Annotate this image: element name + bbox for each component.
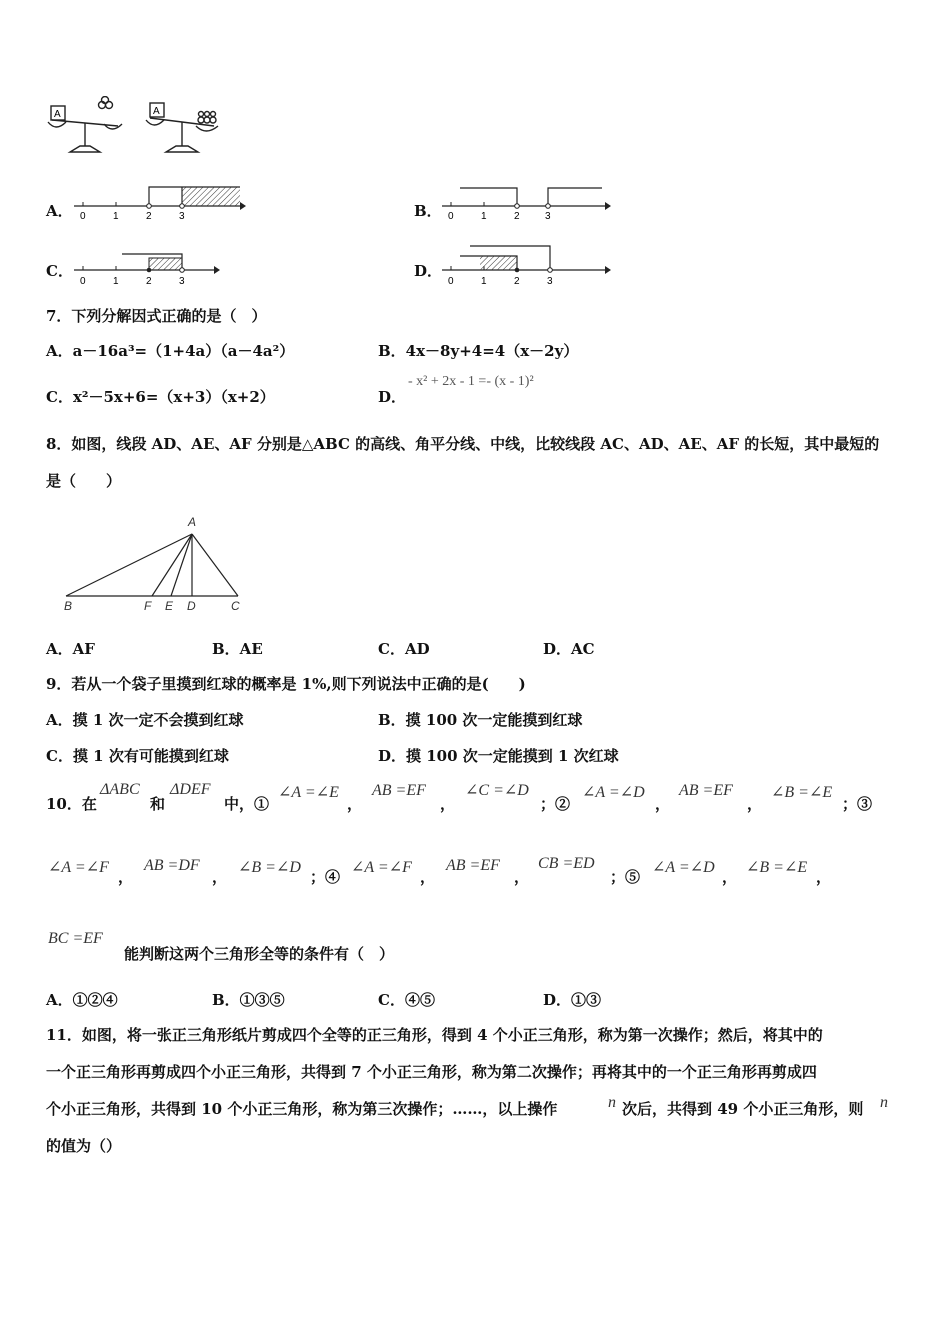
q7-option-b[interactable]: B．4x－8y+4=4（x－2y） bbox=[378, 342, 579, 360]
label-f: F bbox=[144, 599, 152, 613]
balance-scales-figure bbox=[44, 96, 224, 158]
q11-line2: 一个正三角形再剪成四个小正三角形，共得到 7 个小正三角形，称为第二次操作；再将其中的一个正三角形再剪成四 bbox=[46, 1063, 817, 1081]
tick-1: 1 bbox=[481, 276, 487, 287]
q10-triangle-def: ΔDEF bbox=[170, 781, 211, 798]
q10-tail: 能判断这两个三角形全等的条件有（ ） bbox=[124, 945, 395, 963]
q10-comma: ， bbox=[816, 868, 832, 886]
q10-triangle-abc: ΔABC bbox=[100, 781, 140, 798]
q7-option-a[interactable]: A．a－16a³=（1+4a）（a－4a²） bbox=[46, 342, 295, 360]
q10-sep4: ；④ bbox=[310, 868, 341, 886]
q10-c1b: AB =EF bbox=[372, 782, 426, 799]
q6-option-a-letter[interactable]: A． bbox=[46, 202, 73, 220]
q9-option-b[interactable]: B．摸 100 次一定能摸到红球 bbox=[378, 711, 583, 729]
q10-option-a[interactable]: A．①②④ bbox=[46, 991, 118, 1009]
q6-option-a-number-line[interactable] bbox=[72, 182, 252, 222]
q11-n-1: n bbox=[608, 1094, 616, 1111]
label-a: A bbox=[188, 515, 197, 529]
tick-3: 3 bbox=[547, 276, 553, 287]
label-e: E bbox=[165, 599, 174, 613]
q10-comma: ， bbox=[118, 868, 134, 886]
q10-c5a: ∠A =∠D bbox=[652, 859, 715, 876]
q10-c1a: ∠A =∠E bbox=[278, 784, 339, 801]
tick-2: 2 bbox=[146, 276, 152, 287]
tick-0: 0 bbox=[448, 211, 454, 222]
tick-2: 2 bbox=[514, 276, 520, 287]
q10-c3b: AB =DF bbox=[144, 857, 200, 874]
q6-option-b-number-line[interactable] bbox=[440, 182, 620, 222]
q10-c5b: ∠B =∠E bbox=[746, 859, 808, 876]
q10-c4a: ∠A =∠F bbox=[351, 859, 412, 876]
tick-1: 1 bbox=[113, 276, 119, 287]
q10-comma: ， bbox=[722, 868, 738, 886]
q6-option-b-letter[interactable]: B． bbox=[414, 202, 442, 220]
q9-option-c[interactable]: C．摸 1 次有可能摸到红球 bbox=[46, 747, 229, 765]
q10-c2c: ∠B =∠E bbox=[771, 784, 833, 801]
q11-line4: 的值为（） bbox=[46, 1137, 122, 1155]
q10-and: 和 bbox=[150, 795, 166, 813]
q11-n-2: n bbox=[880, 1094, 888, 1111]
balance-scale-left bbox=[48, 97, 122, 153]
tick-2: 2 bbox=[514, 211, 520, 222]
q10-sep5: ；⑤ bbox=[610, 868, 641, 886]
q10-comma: ， bbox=[514, 868, 530, 886]
q6-option-c-number-line[interactable] bbox=[72, 248, 232, 288]
q10-c3c: ∠B =∠D bbox=[238, 859, 301, 876]
q10-comma: ， bbox=[420, 868, 436, 886]
q10-sep2: ；② bbox=[540, 795, 571, 813]
tick-1: 1 bbox=[481, 211, 487, 222]
tick-1: 1 bbox=[113, 211, 119, 222]
q6-option-d-letter[interactable]: D． bbox=[414, 262, 443, 280]
side-ab bbox=[66, 534, 192, 596]
tick-3: 3 bbox=[179, 211, 185, 222]
q10-c1c: ∠C =∠D bbox=[465, 782, 529, 799]
q10-c2a: ∠A =∠D bbox=[582, 784, 645, 801]
q9-option-d[interactable]: D．摸 100 次一定能摸到 1 次红球 bbox=[378, 747, 619, 765]
label-b: B bbox=[64, 599, 73, 613]
tick-3: 3 bbox=[179, 276, 185, 287]
q10-c5c: BC =EF bbox=[48, 930, 103, 947]
tick-0: 0 bbox=[80, 211, 86, 222]
q8-option-a[interactable]: A．AF bbox=[46, 640, 95, 658]
q10-c3a: ∠A =∠F bbox=[48, 859, 109, 876]
q8-stem-line2: 是（ ） bbox=[46, 472, 122, 490]
tick-2: 2 bbox=[146, 211, 152, 222]
q8-triangle-figure bbox=[58, 512, 258, 614]
q11-line3b: 次后，共得到 49 个小正三角形，则 bbox=[622, 1100, 864, 1118]
q10-option-c[interactable]: C．④⑤ bbox=[378, 991, 435, 1009]
tick-0: 0 bbox=[448, 276, 454, 287]
side-ac bbox=[192, 534, 238, 596]
q7-option-d-letter[interactable]: D． bbox=[378, 388, 407, 406]
q7-option-c[interactable]: C．x²－5x+6=（x+3）（x+2） bbox=[46, 388, 275, 406]
balance-right-label: A bbox=[153, 106, 160, 117]
q10-number: 10．在 bbox=[46, 795, 97, 813]
q10-sep3: ；③ bbox=[842, 795, 873, 813]
q7-option-d-math: - x² + 2x - 1 =- (x - 1)² bbox=[408, 374, 534, 389]
q10-option-b[interactable]: B．①③⑤ bbox=[212, 991, 285, 1009]
q10-comma: ， bbox=[655, 795, 671, 813]
q6-option-c-letter[interactable]: C． bbox=[46, 262, 73, 280]
q8-option-c[interactable]: C．AD bbox=[378, 640, 430, 658]
q10-comma: ， bbox=[440, 795, 456, 813]
q10-comma: ， bbox=[347, 795, 363, 813]
q10-c4b: AB =EF bbox=[446, 857, 500, 874]
q10-c4c: CB =ED bbox=[538, 855, 595, 872]
q10-comma: ， bbox=[747, 795, 763, 813]
q11-line3a: 个小正三角形，共得到 10 个小正三角形，称为第三次操作；……，以上操作 bbox=[46, 1100, 558, 1118]
q10-option-d[interactable]: D．①③ bbox=[543, 991, 602, 1009]
q8-option-d[interactable]: D．AC bbox=[543, 640, 595, 658]
balance-left-label: A bbox=[54, 109, 61, 120]
q7-stem: 7．下列分解因式正确的是（ ） bbox=[46, 307, 267, 325]
label-c: C bbox=[231, 599, 240, 613]
tick-3: 3 bbox=[545, 211, 551, 222]
q11-line1: 11．如图，将一张正三角形纸片剪成四个全等的正三角形，得到 4 个小正三角形，称为第一次操作；然后，将其中的 bbox=[46, 1026, 823, 1044]
q10-mid: 中，① bbox=[224, 795, 270, 813]
q10-c2b: AB =EF bbox=[679, 782, 733, 799]
q9-stem: 9．若从一个袋子里摸到红球的概率是 1%,则下列说法中正确的是( ) bbox=[46, 675, 526, 693]
q8-stem-line1: 8．如图，线段 AD、AE、AF 分别是△ABC 的高线、角平分线、中线，比较线段 AC、AD、AE、AF 的长短，其中最短的 bbox=[46, 435, 880, 453]
q9-option-a[interactable]: A．摸 1 次一定不会摸到红球 bbox=[46, 711, 244, 729]
tick-0: 0 bbox=[80, 276, 86, 287]
q10-comma: ， bbox=[212, 868, 228, 886]
label-d: D bbox=[187, 599, 196, 613]
q8-option-b[interactable]: B．AE bbox=[212, 640, 263, 658]
q6-option-d-number-line[interactable] bbox=[440, 242, 620, 288]
